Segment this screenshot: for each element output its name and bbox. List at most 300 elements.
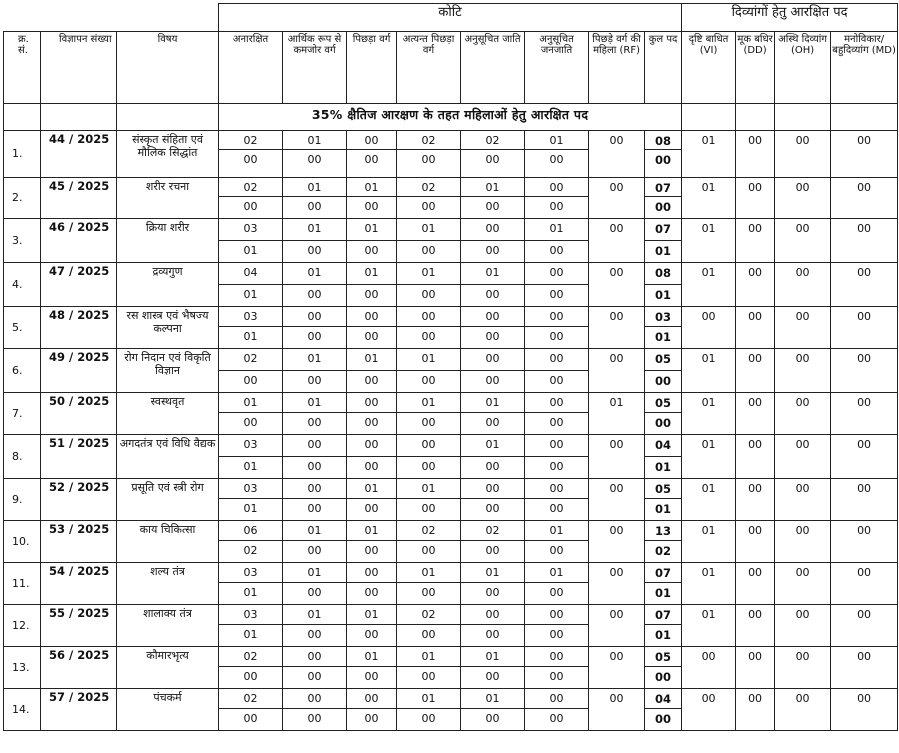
table-row [4,605,898,625]
divyang-oh-value: 00 [775,647,831,689]
cat-st-value: 01 [525,563,589,583]
rf-value: 00 [589,563,645,605]
cat-ebc-women-value: 00 [397,709,461,731]
cat-unreserved-women-value: 00 [219,197,283,219]
cat-st-value: 01 [525,521,589,541]
col-header-oh: अस्थि दिव्यांग (OH) [775,32,831,104]
divyang-vi-value: 01 [682,219,736,263]
banner-spacer-left [4,104,41,131]
cat-st-value: 00 [525,479,589,499]
total-women-posts: 01 [645,285,682,307]
cat-sc-value: 01 [461,435,525,457]
total-posts: 13 [645,521,682,541]
divyang-oh-value: 00 [775,563,831,605]
cat-unreserved-value: 02 [219,178,283,197]
total-women-posts: 01 [645,625,682,647]
divyang-oh-value: 00 [775,689,831,731]
column-header-row [4,32,898,104]
cat-unreserved-women-value: 02 [219,541,283,563]
subject-name: रस शास्त्र एवं भैषज्य कल्पना [117,307,219,349]
cat-st-value: 00 [525,307,589,327]
cat-bc-women-value: 00 [347,541,397,563]
cat-bc-women-value: 00 [347,371,397,393]
total-women-posts: 01 [645,583,682,605]
divyang-md-value: 00 [831,263,898,307]
cat-ews-women-value: 00 [283,709,347,731]
cat-sc-women-value: 00 [461,541,525,563]
cat-unreserved-women-value: 00 [219,667,283,689]
divyang-md-value: 00 [831,131,898,178]
cat-st-value: 00 [525,647,589,667]
banner-spacer-right [736,104,775,131]
cat-ews-value: 01 [283,349,347,371]
cat-ebc-women-value: 00 [397,583,461,605]
serial-number: 8. [4,435,41,479]
cat-st-value: 00 [525,393,589,413]
rf-value: 00 [589,131,645,178]
cat-bc-value: 00 [347,393,397,413]
cat-st-value: 01 [525,131,589,150]
col-header-ews: आर्थिक रूप से कमजोर वर्ग [283,32,347,104]
cat-sc-value: 01 [461,178,525,197]
total-posts: 07 [645,563,682,583]
rf-value: 00 [589,178,645,219]
cat-st-women-value: 00 [525,241,589,263]
cat-st-value: 00 [525,689,589,709]
divyang-oh-value: 00 [775,219,831,263]
col-header-total: कुल पद [645,32,682,104]
cat-ebc-value: 02 [397,521,461,541]
total-women-posts: 00 [645,197,682,219]
serial-number: 10. [4,521,41,563]
serial-number: 4. [4,263,41,307]
cat-ews-value: 00 [283,647,347,667]
cat-ebc-women-value: 00 [397,499,461,521]
cat-ews-women-value: 00 [283,327,347,349]
cat-st-value: 00 [525,178,589,197]
cat-unreserved-value: 02 [219,647,283,667]
cat-sc-value: 01 [461,263,525,285]
cat-bc-value: 00 [347,307,397,327]
divyang-oh-value: 00 [775,131,831,178]
table-row [4,393,898,413]
divyang-dd-value: 00 [736,689,775,731]
table-row [4,563,898,583]
cat-sc-women-value: 00 [461,371,525,393]
cat-unreserved-value: 04 [219,263,283,285]
cat-bc-women-value: 00 [347,197,397,219]
advertisement-number: 53 / 2025 [41,521,117,563]
cat-ebc-women-value: 00 [397,457,461,479]
cat-sc-value: 02 [461,521,525,541]
cat-ebc-women-value: 00 [397,667,461,689]
total-women-posts: 00 [645,667,682,689]
divyang-dd-value: 00 [736,435,775,479]
cat-st-women-value: 00 [525,457,589,479]
total-women-posts: 02 [645,541,682,563]
reservation-table [3,3,898,731]
divyang-dd-value: 00 [736,307,775,349]
cat-unreserved-value: 03 [219,479,283,499]
koti-header: कोटि [219,4,682,32]
divyang-oh-value: 00 [775,521,831,563]
cat-bc-value: 00 [347,435,397,457]
subject-name: अगदतंत्र एवं विधि वैद्यक [117,435,219,479]
total-women-posts: 00 [645,150,682,178]
cat-st-women-value: 00 [525,327,589,349]
divyang-dd-value: 00 [736,178,775,219]
banner-spacer-right [831,104,898,131]
cat-unreserved-value: 03 [219,307,283,327]
divyang-oh-value: 00 [775,178,831,219]
serial-number: 9. [4,479,41,521]
cat-ebc-women-value: 00 [397,150,461,178]
cat-sc-women-value: 00 [461,413,525,435]
cat-ebc-women-value: 00 [397,241,461,263]
rf-value: 01 [589,393,645,435]
cat-bc-value: 01 [347,479,397,499]
divyang-md-value: 00 [831,307,898,349]
table-row [4,307,898,327]
cat-bc-value: 00 [347,563,397,583]
cat-unreserved-women-value: 00 [219,150,283,178]
cat-unreserved-value: 01 [219,393,283,413]
cat-bc-value: 01 [347,263,397,285]
cat-sc-women-value: 00 [461,197,525,219]
divyang-md-value: 00 [831,349,898,393]
cat-ews-women-value: 00 [283,541,347,563]
advertisement-number: 56 / 2025 [41,647,117,689]
sr-no-header: क्र. सं. [4,32,41,104]
total-posts: 08 [645,131,682,150]
cat-unreserved-women-value: 01 [219,327,283,349]
cat-ews-women-value: 00 [283,457,347,479]
cat-ebc-women-value: 00 [397,625,461,647]
banner-spacer-right [775,104,831,131]
divyang-vi-value: 00 [682,307,736,349]
divyang-vi-value: 01 [682,131,736,178]
table-row [4,131,898,150]
divyang-vi-value: 01 [682,263,736,307]
total-posts: 07 [645,219,682,241]
total-women-posts: 00 [645,709,682,731]
cat-ews-value: 01 [283,178,347,197]
divyang-oh-value: 00 [775,263,831,307]
divyang-md-value: 00 [831,219,898,263]
cat-sc-value: 01 [461,393,525,413]
divyang-dd-value: 00 [736,647,775,689]
subject-name: शालाक्य तंत्र [117,605,219,647]
cat-ews-women-value: 00 [283,413,347,435]
cat-ebc-value: 02 [397,178,461,197]
cat-unreserved-value: 03 [219,563,283,583]
cat-bc-value: 01 [347,521,397,541]
total-posts: 05 [645,647,682,667]
col-header-ebc: अत्यन्त पिछड़ा वर्ग [397,32,461,104]
total-posts: 05 [645,479,682,499]
cat-bc-women-value: 00 [347,667,397,689]
cat-ews-women-value: 00 [283,667,347,689]
cat-sc-value: 00 [461,349,525,371]
advertisement-number: 51 / 2025 [41,435,117,479]
cat-st-women-value: 00 [525,413,589,435]
cat-sc-women-value: 00 [461,583,525,605]
cat-ebc-women-value: 00 [397,327,461,349]
rf-value: 00 [589,647,645,689]
total-posts: 04 [645,435,682,457]
serial-number: 1. [4,131,41,178]
rf-value: 00 [589,307,645,349]
cat-unreserved-women-value: 01 [219,457,283,479]
subject-name: संस्कृत संहिता एवं मौलिक सिद्धांत [117,131,219,178]
cat-st-value: 00 [525,605,589,625]
cat-ebc-value: 01 [397,563,461,583]
col-header-rf: पिछड़े वर्ग की महिला (RF) [589,32,645,104]
subject-name: काय चिकित्सा [117,521,219,563]
col-header-bc: पिछड़ा वर्ग [347,32,397,104]
women-reservation-banner: 35% क्षैतिज आरक्षण के तहत महिलाओं हेतु आरक्षित पद [219,104,682,131]
advertisement-number: 55 / 2025 [41,605,117,647]
cat-sc-value: 00 [461,307,525,327]
col-header-md: मनोविकार/ बहुदिव्यांग (MD) [831,32,898,104]
cat-bc-women-value: 00 [347,499,397,521]
cat-ebc-value: 00 [397,435,461,457]
cat-st-women-value: 00 [525,150,589,178]
cat-unreserved-value: 06 [219,521,283,541]
cat-ews-women-value: 00 [283,197,347,219]
cat-ews-women-value: 00 [283,625,347,647]
subject-name: रोग निदान एवं विकृति विज्ञान [117,349,219,393]
advertisement-number: 57 / 2025 [41,689,117,731]
cat-unreserved-value: 03 [219,219,283,241]
advertisement-number: 52 / 2025 [41,479,117,521]
cat-sc-value: 00 [461,479,525,499]
cat-st-women-value: 00 [525,667,589,689]
divyang-md-value: 00 [831,479,898,521]
cat-ews-value: 01 [283,219,347,241]
cat-st-women-value: 00 [525,371,589,393]
divyang-vi-value: 01 [682,393,736,435]
divyang-vi-value: 01 [682,435,736,479]
total-posts: 08 [645,263,682,285]
cat-unreserved-value: 03 [219,435,283,457]
cat-unreserved-women-value: 01 [219,285,283,307]
cat-unreserved-women-value: 01 [219,499,283,521]
cat-bc-value: 01 [347,605,397,625]
serial-number: 6. [4,349,41,393]
divyang-dd-value: 00 [736,393,775,435]
divyang-md-value: 00 [831,605,898,647]
divyang-oh-value: 00 [775,479,831,521]
total-women-posts: 01 [645,327,682,349]
cat-unreserved-women-value: 00 [219,709,283,731]
serial-number: 14. [4,689,41,731]
divyang-vi-value: 01 [682,479,736,521]
divyang-vi-value: 01 [682,178,736,219]
divyang-dd-value: 00 [736,263,775,307]
divyang-md-value: 00 [831,435,898,479]
cat-ebc-value: 00 [397,307,461,327]
cat-unreserved-women-value: 00 [219,413,283,435]
banner-spacer-right [682,104,736,131]
total-posts: 05 [645,349,682,371]
divyang-oh-value: 00 [775,349,831,393]
rf-value: 00 [589,521,645,563]
cat-sc-women-value: 00 [461,241,525,263]
cat-ews-value: 01 [283,563,347,583]
subject-name: द्रव्यगुण [117,263,219,307]
cat-sc-women-value: 00 [461,625,525,647]
col-header-st: अनुसूचित जनजाति [525,32,589,104]
cat-ews-value: 01 [283,131,347,150]
cat-ews-women-value: 00 [283,583,347,605]
cat-bc-value: 01 [347,178,397,197]
divyang-oh-value: 00 [775,307,831,349]
divyang-md-value: 00 [831,521,898,563]
cat-ews-value: 00 [283,689,347,709]
cat-sc-value: 00 [461,219,525,241]
divyang-vi-value: 00 [682,647,736,689]
advertisement-number: 45 / 2025 [41,178,117,219]
ad-no-header: विज्ञापन संख्या [41,32,117,104]
reservation-table-container [3,3,898,731]
serial-number: 13. [4,647,41,689]
divyang-dd-value: 00 [736,521,775,563]
cat-bc-value: 00 [347,131,397,150]
col-header-sc: अनुसूचित जाति [461,32,525,104]
cat-ews-women-value: 00 [283,241,347,263]
cat-ebc-value: 01 [397,647,461,667]
cat-unreserved-value: 02 [219,349,283,371]
total-women-posts: 00 [645,371,682,393]
divyang-vi-value: 01 [682,521,736,563]
cat-bc-women-value: 00 [347,457,397,479]
cat-bc-value: 01 [347,647,397,667]
subject-name: क्रिया शरीर [117,219,219,263]
serial-number: 12. [4,605,41,647]
total-posts: 07 [645,605,682,625]
divyang-md-value: 00 [831,647,898,689]
cat-ebc-women-value: 00 [397,285,461,307]
cat-bc-women-value: 00 [347,709,397,731]
cat-sc-women-value: 00 [461,285,525,307]
advertisement-number: 49 / 2025 [41,349,117,393]
total-posts: 05 [645,393,682,413]
advertisement-number: 44 / 2025 [41,131,117,178]
cat-ews-women-value: 00 [283,285,347,307]
cat-st-women-value: 00 [525,285,589,307]
cat-ebc-value: 02 [397,605,461,625]
cat-bc-value: 01 [347,219,397,241]
cat-ews-value: 00 [283,435,347,457]
cat-ebc-value: 01 [397,263,461,285]
divyang-vi-value: 01 [682,563,736,605]
cat-bc-value: 00 [347,689,397,709]
cat-st-women-value: 00 [525,541,589,563]
cat-unreserved-women-value: 01 [219,241,283,263]
cat-st-value: 00 [525,263,589,285]
table-row [4,219,898,241]
cat-ews-value: 01 [283,263,347,285]
divyang-oh-value: 00 [775,605,831,647]
cat-bc-women-value: 00 [347,150,397,178]
rf-value: 00 [589,605,645,647]
subject-name: स्वस्थवृत [117,393,219,435]
subject-header: विषय [117,32,219,104]
cat-st-women-value: 00 [525,583,589,605]
cat-sc-value: 01 [461,647,525,667]
cat-sc-women-value: 00 [461,457,525,479]
cat-ebc-women-value: 00 [397,197,461,219]
subject-name: प्रसूति एवं स्त्री रोग [117,479,219,521]
cat-ews-women-value: 00 [283,150,347,178]
total-posts: 04 [645,689,682,709]
advertisement-number: 48 / 2025 [41,307,117,349]
cat-ews-value: 00 [283,479,347,499]
total-women-posts: 01 [645,499,682,521]
table-row [4,263,898,285]
cat-sc-women-value: 00 [461,667,525,689]
cat-unreserved-women-value: 00 [219,371,283,393]
banner-spacer-left [41,104,117,131]
cat-sc-women-value: 00 [461,499,525,521]
divyang-md-value: 00 [831,689,898,731]
serial-number: 2. [4,178,41,219]
serial-number: 11. [4,563,41,605]
cat-unreserved-value: 02 [219,131,283,150]
subject-name: शरीर रचना [117,178,219,219]
subject-name: पंचकर्म [117,689,219,731]
serial-number: 3. [4,219,41,263]
rf-value: 00 [589,689,645,731]
divyang-dd-value: 00 [736,349,775,393]
serial-number: 5. [4,307,41,349]
divyang-dd-value: 00 [736,479,775,521]
cat-ews-value: 01 [283,521,347,541]
advertisement-number: 47 / 2025 [41,263,117,307]
cat-st-value: 00 [525,435,589,457]
table-row [4,647,898,667]
divyang-dd-value: 00 [736,131,775,178]
divyang-oh-value: 00 [775,435,831,479]
cat-ebc-value: 01 [397,479,461,499]
col-header-vi: दृष्टि बाधित (VI) [682,32,736,104]
subject-name: शल्य तंत्र [117,563,219,605]
cat-bc-women-value: 00 [347,625,397,647]
cat-ews-value: 00 [283,307,347,327]
serial-number: 7. [4,393,41,435]
cat-bc-women-value: 00 [347,583,397,605]
cat-bc-value: 01 [347,349,397,371]
cat-ebc-value: 01 [397,689,461,709]
divyang-vi-value: 00 [682,689,736,731]
divyang-header: दिव्यांगों हेतु आरक्षित पद [682,4,898,32]
rf-value: 00 [589,435,645,479]
total-women-posts: 01 [645,457,682,479]
banner-row [4,104,898,131]
table-row [4,178,898,197]
cat-unreserved-value: 03 [219,605,283,625]
advertisement-number: 54 / 2025 [41,563,117,605]
cat-ews-value: 01 [283,605,347,625]
divyang-vi-value: 01 [682,605,736,647]
cat-ebc-value: 02 [397,131,461,150]
cat-sc-value: 00 [461,605,525,625]
table-row [4,689,898,709]
cat-st-value: 00 [525,349,589,371]
blank-header-cell [4,4,219,32]
cat-unreserved-value: 02 [219,689,283,709]
